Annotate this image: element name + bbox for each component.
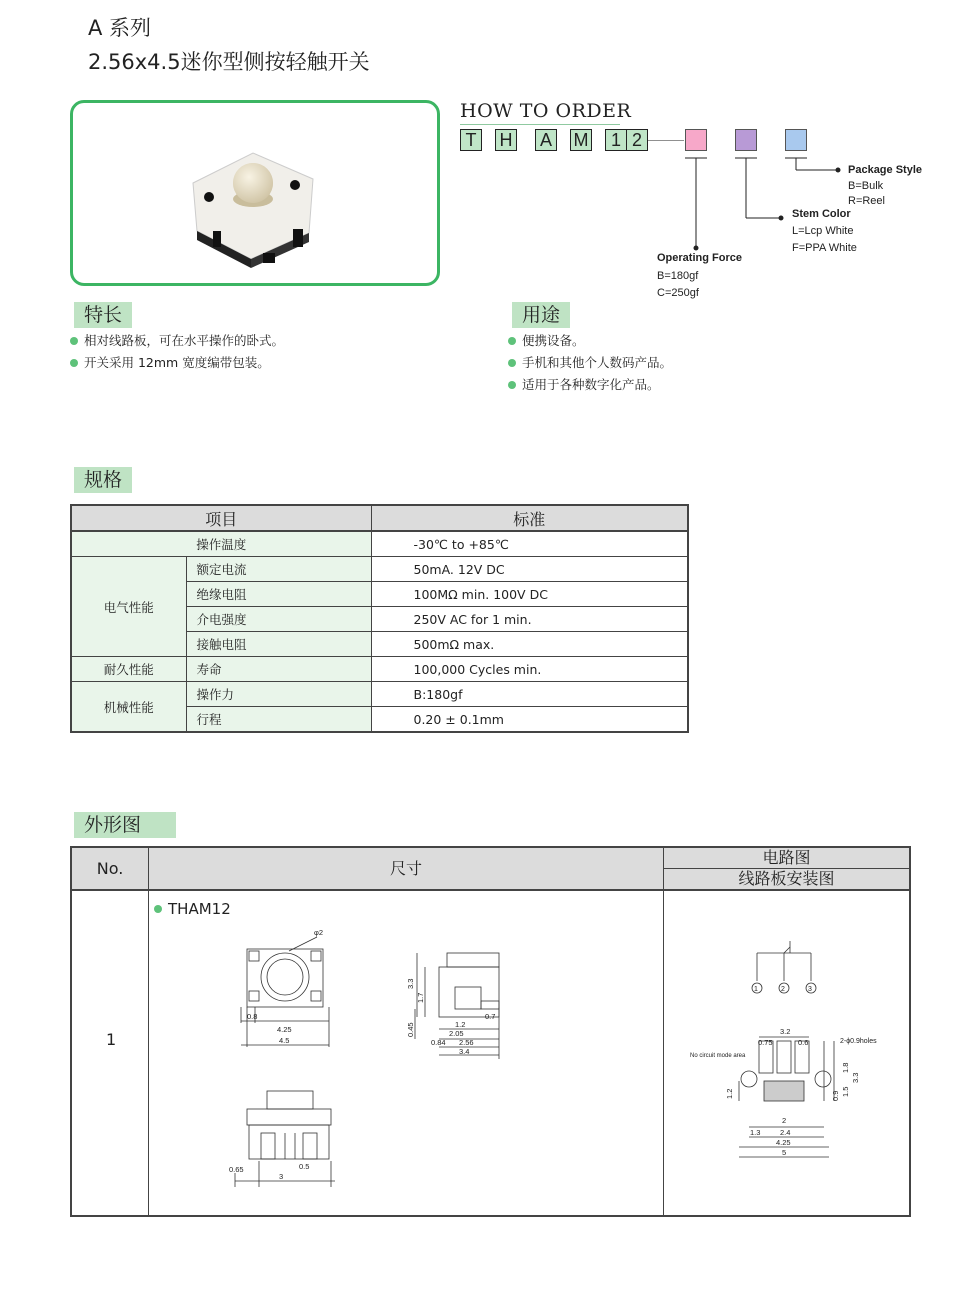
spec-force-label: 操作力: [186, 682, 371, 707]
bullet-dot-icon: [70, 359, 78, 367]
application-item: 便携设备。: [508, 330, 672, 352]
code-digit-2: 2: [626, 129, 648, 151]
code-letter-m: M: [570, 129, 592, 151]
code-letter-a: A: [535, 129, 557, 151]
svg-text:0.45: 0.45: [406, 1022, 415, 1037]
spec-temp-label: 操作温度: [71, 531, 371, 557]
svg-text:3.3: 3.3: [406, 978, 415, 989]
spec-insulation-value: 100MΩ min. 100V DC: [371, 582, 688, 607]
circuit-divider: [664, 868, 909, 869]
outline-col-no: No.: [72, 848, 148, 889]
spec-life-label: 寿命: [186, 657, 371, 682]
svg-text:1.5: 1.5: [841, 1086, 850, 1097]
series-label: A 系列: [88, 16, 152, 40]
specs-heading: 规格: [74, 467, 132, 493]
svg-text:No circuit mode area: No circuit mode area: [690, 1053, 746, 1059]
how-to-order-heading: HOW TO ORDER: [460, 100, 632, 122]
svg-text:2.05: 2.05: [449, 1029, 464, 1038]
spec-rated-value: 50mA. 12V DC: [371, 557, 688, 582]
svg-text:2.4: 2.4: [780, 1128, 791, 1137]
svg-text:2: 2: [782, 1116, 787, 1125]
svg-text:0.9: 0.9: [831, 1090, 840, 1101]
spec-dielectric-value: 250V AC for 1 min.: [371, 607, 688, 632]
spec-group-mechanical: 机械性能: [71, 682, 186, 733]
spec-life-value: 100,000 Cycles min.: [371, 657, 688, 682]
spec-force-value: B:180gf: [371, 682, 688, 707]
spec-temp-value: -30℃ to +85℃: [371, 531, 688, 557]
order-leader-lines: [640, 140, 940, 270]
dimension-drawings: [149, 891, 663, 1215]
spec-contact-value: 500mΩ max.: [371, 632, 688, 657]
spec-col-item: 项目: [71, 505, 371, 531]
spec-contact-label: 接触电阻: [186, 632, 371, 657]
spec-col-standard: 标准: [371, 505, 688, 531]
svg-text:4.5: 4.5: [279, 1036, 290, 1045]
svg-text:1.7: 1.7: [416, 992, 425, 1003]
spec-travel-label: 行程: [186, 707, 371, 733]
switch-product-image: [73, 103, 437, 283]
bullet-dot-icon: [508, 337, 516, 345]
spec-table: [70, 504, 689, 733]
svg-text:3: 3: [279, 1172, 284, 1181]
package-style-bulk: B=Bulk: [848, 180, 884, 192]
svg-text:0.6: 0.6: [798, 1038, 809, 1047]
bullet-dot-icon: [508, 359, 516, 367]
spec-travel-value: 0.20 ± 0.1mm: [371, 707, 688, 733]
svg-text:φ2: φ2: [314, 928, 324, 937]
svg-text:1.2: 1.2: [725, 1088, 734, 1099]
applications-heading: 用途: [512, 302, 570, 328]
svg-text:0.8: 0.8: [247, 1012, 258, 1021]
svg-text:3.2: 3.2: [780, 1027, 791, 1036]
svg-text:2.56: 2.56: [459, 1038, 474, 1047]
operating-force-c: C=250gf: [657, 287, 699, 299]
features-heading: 特长: [74, 302, 132, 328]
spec-insulation-label: 绝缘电阻: [186, 582, 371, 607]
svg-text:0.84: 0.84: [431, 1038, 446, 1047]
outline-col-circuit: 电路图: [664, 848, 909, 868]
model-label: THAM12: [154, 900, 231, 918]
svg-text:0.7: 0.7: [485, 1012, 496, 1021]
operating-force-label: Operating Force: [657, 252, 742, 264]
stem-color-label: Stem Color: [792, 208, 851, 220]
outline-heading: 外形图: [74, 812, 176, 838]
code-letter-h: H: [495, 129, 517, 151]
bullet-dot-icon: [508, 381, 516, 389]
application-item: 适用于各种数字化产品。: [508, 374, 672, 396]
spec-group-electrical: 电气性能: [71, 557, 186, 657]
outline-table: [70, 846, 911, 1217]
svg-text:5: 5: [782, 1148, 787, 1157]
operating-force-b: B=180gf: [657, 270, 699, 282]
svg-text:0.65: 0.65: [229, 1165, 244, 1174]
svg-text:2: 2: [781, 986, 785, 993]
svg-text:1.8: 1.8: [841, 1062, 850, 1073]
svg-text:4.25: 4.25: [277, 1025, 292, 1034]
svg-text:4.25: 4.25: [776, 1138, 791, 1147]
svg-text:3.4: 3.4: [459, 1047, 470, 1056]
product-photo-frame: [70, 100, 440, 286]
bullet-dot-icon: [70, 337, 78, 345]
spec-rated-label: 额定电流: [186, 557, 371, 582]
svg-text:1: 1: [754, 986, 758, 993]
svg-text:1.3: 1.3: [750, 1128, 761, 1137]
product-title: 2.56x4.5迷你型侧按轻触开关: [88, 50, 370, 74]
svg-text:3: 3: [808, 986, 812, 993]
outline-col-pcb: 线路板安装图: [664, 869, 909, 889]
spec-dielectric-label: 介电强度: [186, 607, 371, 632]
svg-text:1.2: 1.2: [455, 1020, 466, 1029]
spec-group-durability: 耐久性能: [71, 657, 186, 682]
outline-row-number: 1: [106, 1030, 117, 1049]
package-style-reel: R=Reel: [848, 195, 885, 207]
svg-text:0.75: 0.75: [758, 1038, 773, 1047]
outline-col-dimensions: 尺寸: [149, 848, 663, 889]
package-style-label: Package Style: [848, 164, 922, 176]
application-item: 手机和其他个人数码产品。: [508, 352, 672, 374]
circuit-and-pcb-diagram: [664, 891, 909, 1215]
how-to-order-underline: [460, 124, 620, 125]
feature-item: 开关采用 12mm 宽度编带包装。: [70, 352, 284, 374]
svg-text:3.3: 3.3: [851, 1072, 860, 1083]
code-digit-1: 1: [605, 129, 627, 151]
stem-color-lcp: L=Lcp White: [792, 225, 854, 237]
stem-color-ppa: F=PPA White: [792, 242, 857, 254]
svg-text:2-ϕ0.9holes: 2-ϕ0.9holes: [840, 1038, 877, 1045]
feature-item: 相对线路板，可在水平操作的卧式。: [70, 330, 284, 352]
features-list: [70, 330, 284, 374]
code-letter-t: T: [460, 129, 482, 151]
applications-list: [508, 330, 672, 396]
svg-text:0.5: 0.5: [299, 1162, 310, 1171]
